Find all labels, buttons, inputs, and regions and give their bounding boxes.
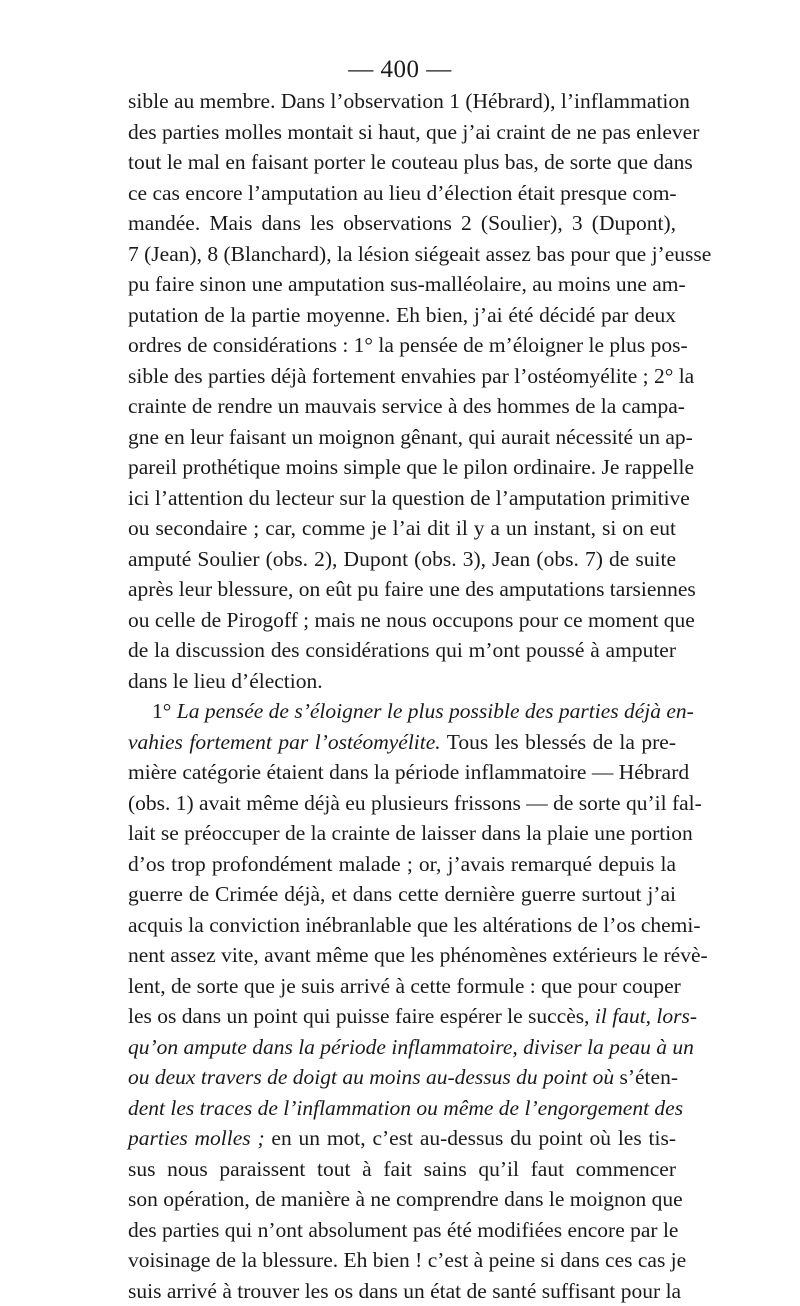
italic-text: il faut, lors- bbox=[595, 1004, 697, 1028]
text-span: son opération, de manière à ne comprendre dans le moignon que bbox=[128, 1187, 683, 1211]
text-line bbox=[128, 605, 676, 636]
text-span: lait se préoccuper de la crainte de laisser dans la plaie une portion bbox=[128, 821, 693, 845]
text-line bbox=[128, 330, 676, 361]
text-line bbox=[128, 1245, 676, 1276]
text-span: sible des parties déjà fortement envahies par l’ostéomyélite ; 2° la bbox=[128, 364, 694, 388]
text-span: crainte de rendre un mauvais service à des hommes de la campa- bbox=[128, 394, 685, 418]
text-line bbox=[128, 1276, 676, 1306]
italic-text: qu’on ampute dans la période inflammatoire, diviser la peau à un bbox=[128, 1035, 694, 1059]
text-span: de la discussion des considérations qui m’ont poussé à amputer bbox=[128, 638, 676, 662]
text-line bbox=[128, 1215, 676, 1246]
text-span: 7 (Jean), 8 (Blanchard), la lésion siégeait assez bas pour que j’eusse bbox=[128, 242, 711, 266]
text-line bbox=[128, 178, 676, 209]
text-line bbox=[128, 86, 676, 117]
text-span: gne en leur faisant un moignon gênant, qui aurait nécessité un ap- bbox=[128, 425, 693, 449]
text-span: guerre de Crimée déjà, et dans cette dernière guerre surtout j’ai bbox=[128, 882, 676, 906]
text-line bbox=[128, 1154, 676, 1185]
text-line bbox=[128, 696, 676, 727]
text-line bbox=[128, 1032, 676, 1063]
text-span: nent assez vite, avant même que les phénomènes extérieurs le révè- bbox=[128, 943, 708, 967]
text-span: ordres de considérations : 1° la pensée de m’éloigner le plus pos- bbox=[128, 333, 688, 357]
text-span: des parties molles montait si haut, que j’ai craint de ne pas enlever bbox=[128, 120, 699, 144]
text-line bbox=[128, 635, 676, 666]
italic-text: La pensée de s’éloigner le plus possible des parties déjà en- bbox=[177, 699, 694, 723]
text-span: mandée. Mais dans les observations 2 (Soulier), 3 (Dupont), bbox=[128, 211, 676, 235]
text-line bbox=[128, 879, 676, 910]
italic-text: ou deux travers de doigt au moins au-dessus du point où bbox=[128, 1065, 614, 1089]
text-line bbox=[128, 818, 676, 849]
text-span: acquis la conviction inébranlable que les altérations de l’os chemi- bbox=[128, 913, 701, 937]
text-span: ou secondaire ; car, comme je l’ai dit il y a un instant, si on eut bbox=[128, 516, 676, 540]
text-span: d’os trop profondément malade ; or, j’avais remarqué depuis la bbox=[128, 852, 676, 876]
text-line bbox=[128, 757, 676, 788]
text-line bbox=[128, 1123, 676, 1154]
text-span: après leur blessure, on eût pu faire une des amputations tarsiennes bbox=[128, 577, 696, 601]
text-line bbox=[128, 361, 676, 392]
text-line bbox=[128, 483, 676, 514]
text-span: (obs. 1) avait même déjà eu plusieurs frissons — de sorte qu’il fal- bbox=[128, 791, 702, 815]
text-span: sus nous paraissent tout à fait sains qu’il faut commencer bbox=[128, 1157, 676, 1181]
text-line bbox=[128, 940, 676, 971]
text-line bbox=[128, 452, 676, 483]
page-number: — 400 — bbox=[0, 56, 800, 84]
text-line bbox=[128, 788, 676, 819]
text-line bbox=[128, 1184, 676, 1215]
text-span: ou celle de Pirogoff ; mais ne nous occupons pour ce moment que bbox=[128, 608, 695, 632]
text-span: 1° bbox=[152, 699, 177, 723]
text-span: voisinage de la blessure. Eh bien ! c’est à peine si dans ces cas je bbox=[128, 1248, 686, 1272]
text-span: ici l’attention du lecteur sur la question de l’amputation primitive bbox=[128, 486, 690, 510]
text-line bbox=[128, 544, 676, 575]
text-line bbox=[128, 269, 676, 300]
text-line bbox=[128, 391, 676, 422]
text-span: des parties qui n’ont absolument pas été modifiées encore par le bbox=[128, 1218, 678, 1242]
text-span: suis arrivé à trouver les os dans un état de santé suffisant pour la bbox=[128, 1279, 681, 1303]
italic-text: vahies fortement par l’ostéomyélite. bbox=[128, 730, 441, 754]
text-line bbox=[128, 666, 676, 697]
text-line bbox=[128, 147, 676, 178]
text-line bbox=[128, 208, 676, 239]
text-span: pu faire sinon une amputation sus-malléolaire, au moins une am- bbox=[128, 272, 686, 296]
text-line bbox=[128, 422, 676, 453]
text-span: lent, de sorte que je suis arrivé à cette formule : que pour couper bbox=[128, 974, 681, 998]
text-line bbox=[128, 1001, 676, 1032]
text-span: ce cas encore l’amputation au lieu d’élection était presque com- bbox=[128, 181, 677, 205]
text-line bbox=[128, 849, 676, 880]
text-span: mière catégorie étaient dans la période inflammatoire — Hébrard bbox=[128, 760, 689, 784]
text-line bbox=[128, 971, 676, 1002]
text-line bbox=[128, 1093, 676, 1124]
text-span: s’éten- bbox=[614, 1065, 678, 1089]
text-span: Tous les blessés de la pre- bbox=[441, 730, 676, 754]
text-line bbox=[128, 300, 676, 331]
text-span: dans le lieu d’élection. bbox=[128, 669, 323, 693]
text-line bbox=[128, 574, 676, 605]
text-line bbox=[128, 513, 676, 544]
text-line bbox=[128, 910, 676, 941]
text-span: putation de la partie moyenne. Eh bien, j’ai été décidé par deux bbox=[128, 303, 676, 327]
italic-text: parties molles ; bbox=[128, 1126, 265, 1150]
italic-text: dent les traces de l’inflammation ou même de l’engorgement des bbox=[128, 1096, 683, 1120]
text-span: tout le mal en faisant porter le couteau plus bas, de sorte que dans bbox=[128, 150, 693, 174]
body-text bbox=[128, 86, 676, 1306]
text-span: amputé Soulier (obs. 2), Dupont (obs. 3), Jean (obs. 7) de suite bbox=[128, 547, 676, 571]
text-line bbox=[128, 727, 676, 758]
text-span: les os dans un point qui puisse faire espérer le succès, bbox=[128, 1004, 595, 1028]
text-span: en un mot, c’est au-dessus du point où les tis- bbox=[265, 1126, 676, 1150]
text-span: sible au membre. Dans l’observation 1 (Hébrard), l’inflammation bbox=[128, 89, 690, 113]
text-line bbox=[128, 239, 676, 270]
text-span: pareil prothétique moins simple que le pilon ordinaire. Je rappelle bbox=[128, 455, 694, 479]
text-line bbox=[128, 117, 676, 148]
text-line bbox=[128, 1062, 676, 1093]
